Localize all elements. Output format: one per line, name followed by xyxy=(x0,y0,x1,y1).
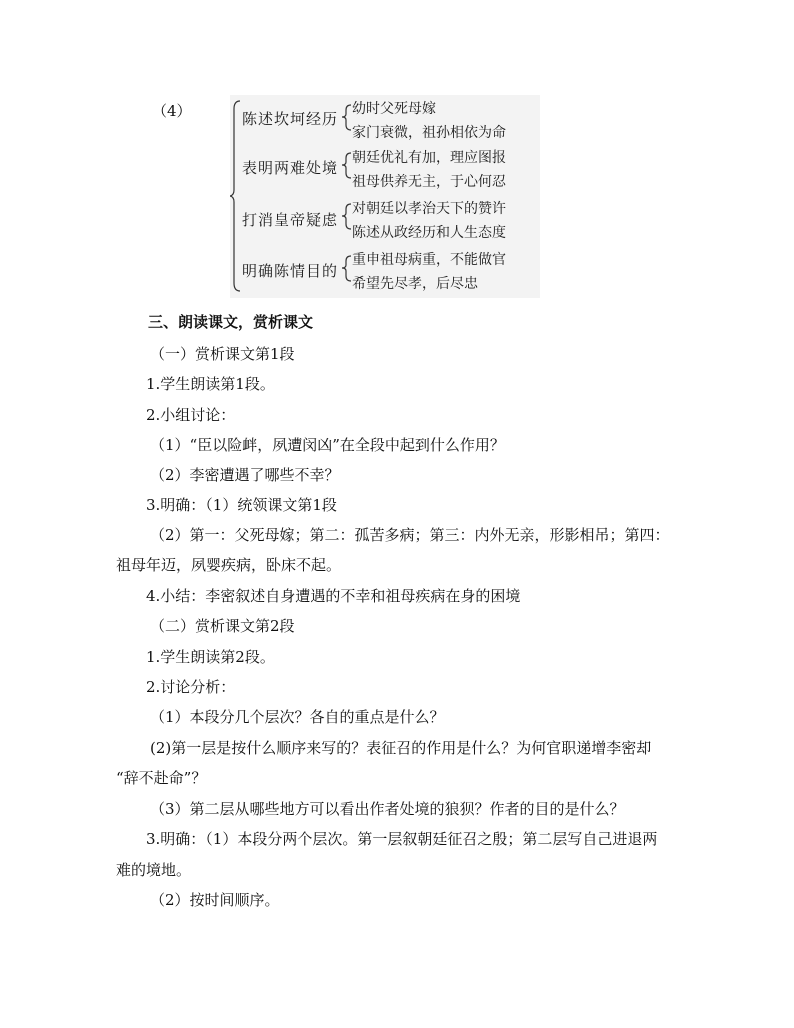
outline-right-4b: 希望先尽孝，后尽忠 xyxy=(352,276,478,292)
part2-question2b: “辞不赴命”？ xyxy=(116,769,207,787)
part1-answer2b: 祖母年迈，夙婴疾病，卧床不起。 xyxy=(116,556,342,574)
part2-question3: （3）第二层从哪些地方可以看出作者处境的狼狈？作者的目的是什么？ xyxy=(150,800,625,818)
part2-answer1b: 难的境地。 xyxy=(116,861,192,879)
outline-right-1a: 幼时父死母嫁 xyxy=(352,101,436,117)
part2-title: （二）赏析课文第2段 xyxy=(150,617,295,635)
outline-center-1: 陈述坎坷经历 xyxy=(242,110,339,128)
outline-right-1b: 家门衰微，祖孙相依为命 xyxy=(352,125,506,141)
part2-question2a: (2)第一层是按什么顺序来写的？表征召的作用是什么？为何官职递增李密却 xyxy=(150,739,652,757)
part1-summary: 4.小结：李密叙述自身遭遇的不幸和祖母疾病在身的困境 xyxy=(146,587,521,605)
outline-right-3a: 对朝廷以孝治天下的赞许 xyxy=(352,201,506,217)
part1-answer1: 3.明确：（1）统领课文第1段 xyxy=(146,496,337,514)
part1-question1: （1）“臣以险衅，夙遭闵凶”在全段中起到什么作用？ xyxy=(150,436,505,454)
part1-line1: 1.学生朗读第1段。 xyxy=(146,375,275,393)
part1-question2: （2）李密遭遇了哪些不幸？ xyxy=(150,466,340,484)
part2-line2: 2.讨论分析： xyxy=(146,678,236,696)
part1-title: （一）赏析课文第1段 xyxy=(150,345,295,363)
outline-right-4a: 重申祖母病重，不能做官 xyxy=(352,252,506,268)
part1-answer2a: （2）第一：父死母嫁；第二：孤苦多病；第三：内外无亲，形影相吊；第四： xyxy=(150,526,670,544)
part2-answer2: （2）按时间顺序。 xyxy=(150,891,280,909)
outline-center-4: 明确陈情目的 xyxy=(242,262,339,280)
outline-right-3b: 陈述从政经历和人生态度 xyxy=(352,225,506,241)
part2-answer1a: 3.明确：（1）本段分两个层次。第一层叙朝廷征召之殷；第二层写自己进退两 xyxy=(146,830,658,848)
outline-center-2: 表明两难处境 xyxy=(242,159,339,177)
outline-center-3: 打消皇帝疑虑 xyxy=(242,211,339,229)
outline-right-2a: 朝廷优礼有加，理应图报 xyxy=(352,150,506,166)
part1-line2: 2.小组讨论： xyxy=(146,406,236,424)
outline-right-2b: 祖母供养无主，于心何忍 xyxy=(352,174,506,190)
part2-line1: 1.学生朗读第2段。 xyxy=(146,648,275,666)
part2-question1: （1）本段分几个层次？各自的重点是什么？ xyxy=(150,708,445,726)
section-heading: 三、朗读课文，赏析课文 xyxy=(148,313,314,331)
outline-number: （4） xyxy=(152,102,192,120)
outline-diagram xyxy=(230,95,540,298)
